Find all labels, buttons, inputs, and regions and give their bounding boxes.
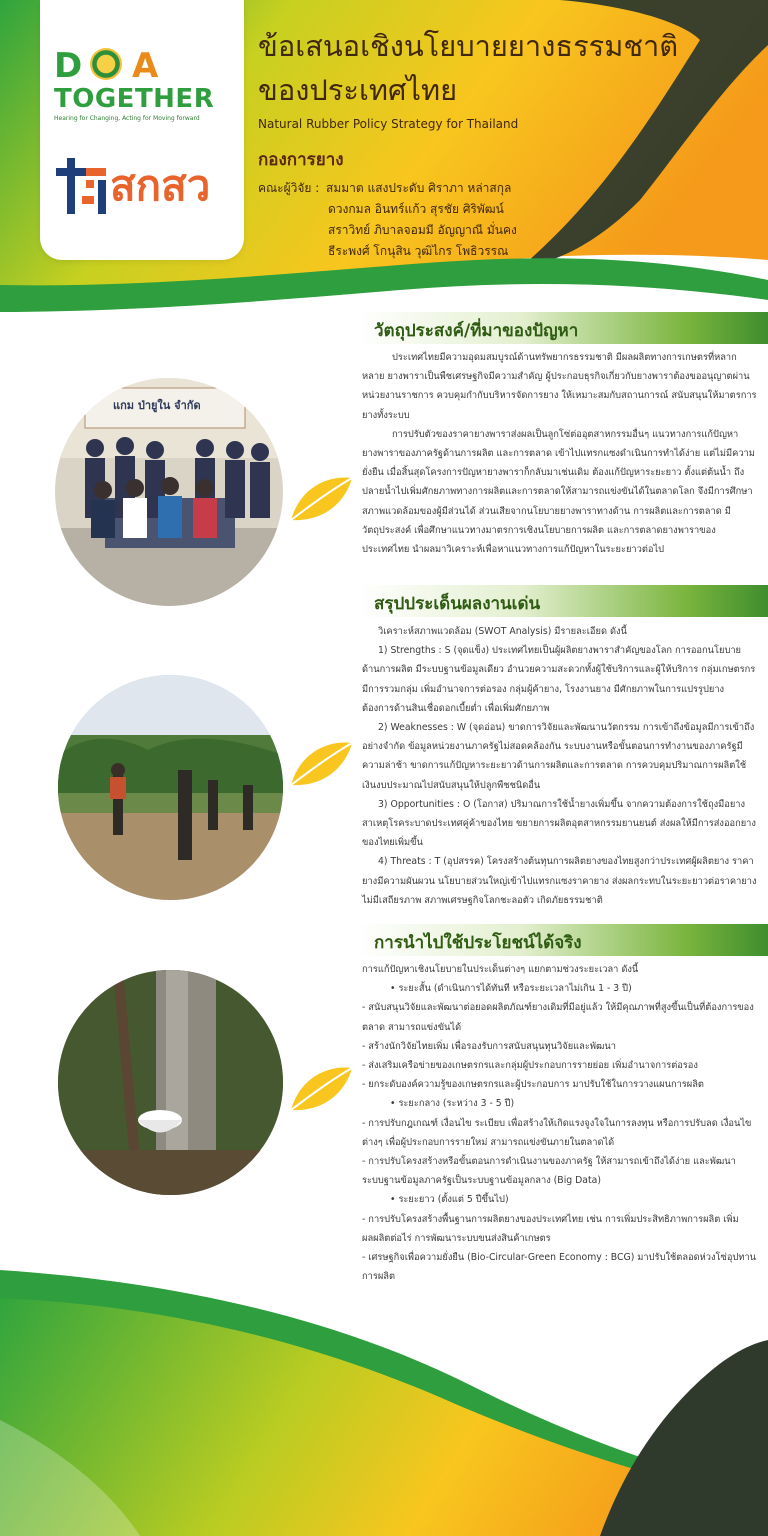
organization: กองการยาง xyxy=(258,150,344,170)
author-line: สมมาต แสงประดับ ศิราภา หล่าสกุล xyxy=(326,181,512,195)
list-item: - การปรับโครงสร้างพื้นฐานการผลิตยางของประเทศไทย เช่น การเพิ่มประสิทธิภาพการผลิต เพิ่มผลผลิตต่อไร่ การพัฒนาระบบขนส่งสินค้าเกษตร xyxy=(362,1213,739,1244)
section-title: วัตถุประสงค์/ที่มาของปัญหา xyxy=(374,321,579,341)
photo1-sign-text: แกม ป่ายูใน จำกัด xyxy=(113,399,201,412)
author-line: สราวิทย์ ภิบาลจอมมี อัญญาณี มั่นคง xyxy=(328,223,517,237)
section-body-objectives xyxy=(362,348,757,559)
author-line: ดวงกมล อินทร์แก้ว สุรชัย ศิริพัฒน์ xyxy=(328,202,504,216)
paragraph: การแก้ปัญหาเชิงนโยบายในประเด็นต่างๆ แยกตามช่วงระยะเวลา ดังนี้ xyxy=(362,964,639,975)
title-line-2: ของประเทศไทย xyxy=(258,73,458,107)
authors-label: คณะผู้วิจัย : xyxy=(258,181,320,195)
list-item: - สนับสนุนวิจัยและพัฒนาต่อยอดผลิตภัณฑ์ยางเดิมที่มีอยู่แล้ว ให้มีคุณภาพที่สูงขึ้นเป็นที่ต้องการของตลาด สามารถแข่งขันได้ xyxy=(362,1002,754,1033)
photo-rubber-plantation xyxy=(58,675,283,900)
list-item: - ส่งเสริมเครือข่ายของเกษตรกรและกลุ่มผู้ประกอบการรายย่อย เพิ่มอำนาจการต่อรอง xyxy=(362,1060,698,1072)
list-item: - ยกระดับองค์ความรู้ของเกษตรกรและผู้ประกอบการ มาปรับใช้ในการวางแผนการผลิต xyxy=(362,1079,704,1091)
subtitle-english: Natural Rubber Policy Strategy for Thailand xyxy=(258,117,519,131)
list-item: - การปรับกฎเกณฑ์ เงื่อนไข ระเบียบ เพื่อสร้างให้เกิดแรงจูงใจในการลงทุน หรือการปรับลด เงื่อนไขต่างๆ เพื่อผู้ประกอบการรายใหม่ สามารถแข่งขันภายในตลาดได้ xyxy=(362,1117,752,1148)
leaf-icon xyxy=(286,470,356,530)
section-heading-objectives xyxy=(358,312,768,344)
list-item: - สร้างนักวิจัยไทยเพิ่ม เพื่อรองรับการสนับสนุนทุนวิจัยและพัฒนา xyxy=(362,1040,616,1052)
swot-weaknesses: 2) Weaknesses : W (จุดอ่อน) ขาดการวิจัยและพัฒนานวัตกรรม การเข้าถึงข้อมูลมีการเข้าถึงอย่างจำกัด ข้อมูลหน่วยงานภาครัฐไม่สอดคล้องกัน ระบบงานหรือขั้นตอนการทำงานของภาครัฐมีความล่าช้า ขาดการแก้ปัญหาระยะยาวด้านการผลิตและการตลาด การควบคุมปริมาณการผลิตใช้เงินงบประมาณไปสนับสนุนให้ปลูกพืชชนิดอื่น xyxy=(362,722,755,791)
swot-strengths: 1) Strengths : S (จุดแข็ง) ประเทศไทยเป็นผู้ผลิตยางพาราสำคัญของโลก การออกนโยบายด้านการผลิต มีระบบฐานข้อมูลเดียว อำนวยความสะดวกทั้งผู้ใช้บริการและผู้ให้บริการ กลุ่มเกษตรกรมีการรวมกลุ่ม เพิ่มอำนาจการต่อรอง กลุ่มผู้ค้ายาง, โรงงานยาง มีศักยภาพในการแปรรูปยาง ต้องการด้านสินเชื่อดอกเบี้ยต่ำ เพื่อเพิ่มศักยภาพ xyxy=(362,645,756,714)
photo-latex-tapping xyxy=(58,970,283,1195)
sks-mark-icon xyxy=(56,158,108,214)
page-title xyxy=(258,24,678,112)
leaf-icon xyxy=(286,1060,356,1120)
term-title-long: • ระยะยาว (ตั้งแต่ 5 ปีขึ้นไป) xyxy=(390,1194,509,1206)
list-item: - เศรษฐกิจเพื่อความยั่งยืน (Bio-Circular-Green Economy : BCG) มาปรับใช้ตลอดห่วงโซ่อุปทานการผลิต xyxy=(362,1252,757,1283)
sks-logo xyxy=(56,158,226,218)
section-body-highlights xyxy=(362,622,757,910)
paragraph: วิเคราะห์สภาพแวดล้อม (SWOT Analysis) มีรายละเอียด ดังนี้ xyxy=(378,626,627,637)
section-title: สรุปประเด็นผลงานเด่น xyxy=(374,594,541,614)
paragraph: ประเทศไทยมีความอุดมสมบูรณ์ด้านทรัพยากรธรรมชาติ มีผลผลิตทางการเกษตรที่หลากหลาย ยางพาราเป็นพืชเศรษฐกิจมีความสำคัญ ผู้ประกอบธุรกิจเกี่ยวกับยางพาราต้องขออนุญาตผ่านหน่วยงานราชการ ควบคุมกำกับบริหารจัดการยาง ให้เหมาะสมกับสถานการณ์ สนับสนุนให้มาตรการยางทั้งระบบ xyxy=(362,352,757,421)
section-title: การนำไปใช้ประโยชน์ได้จริง xyxy=(374,933,582,953)
paragraph: การปรับตัวของราคายางพาราส่งผลเป็นลูกโซ่ต่ออุตสาหกรรมอื่นๆ แนวทางการแก้ปัญหายางพาราของภาครัฐด้านการผลิต และการตลาด เข้าไปแทรกแซงดำเนินการทำได้ง่าย แต่ไม่มีความยั่งยืน เมื่อสิ้นสุดโครงการปัญหายางพาราก็กลับมาเช่นเดิม ต้องแก้ปัญหาระยะยาว ตั้งแต่ต้นน้ำ ถึงปลายน้ำไปเพิ่มศักยภาพทางการผลิตและการตลาดให้สามารถแข่งขันได้ในตลาดโลก จึงมีการศึกษาสภาพแวดล้อมของผู้มีส่วนได้ ส่วนเสียจากนโยบายยางพาราทางด้าน การผลิตและการตลาด มีวัตถุประสงค์ เพื่อศึกษาแนวทางมาตรการเชิงนโยบายการผลิต และการตลาดยางพาราของประเทศไทย นำผลมาวิเคราะห์เพื่อหาแนวทางการแก้ปัญหาในระยะยาวต่อไป xyxy=(362,428,755,556)
logo-card xyxy=(40,0,244,260)
section-body-application xyxy=(362,960,757,1286)
sks-text: สกสว xyxy=(110,161,211,210)
doa-together-logo xyxy=(54,46,234,122)
doa-slogan: Hearing for Changing, Acting for Moving forward xyxy=(54,115,200,122)
doa-seal-icon xyxy=(90,48,122,80)
swot-threats: 4) Threats : T (อุปสรรค) โครงสร้างต้นทุนการผลิตยางของไทยสูงกว่าประเทศผู้ผลิตยาง ราคายางมีความผันผวน นโยบายส่วนใหญ่เข้าไปแทรกแซงราคายาง ส่งผลกระทบในระยะยาวต่อราคายางไม่มีเสถียรภาพ สภาพเศรษฐกิจโลกชะลอตัว เกิดภัยธรรมชาติ xyxy=(362,856,757,906)
section-heading-highlights xyxy=(358,585,768,617)
term-title-short: • ระยะสั้น (ดำเนินการได้ทันที หรือระยะเวลาไม่เกิน 1 - 3 ปี) xyxy=(390,983,632,995)
doa-letter-a: A xyxy=(132,46,161,86)
authors-block xyxy=(258,178,517,262)
doa-together-word: TOGETHER xyxy=(54,84,215,114)
title-line-1: ข้อเสนอเชิงนโยบายยางธรรมชาติ xyxy=(258,29,679,63)
doa-letter-d: D xyxy=(54,46,85,86)
leaf-icon xyxy=(286,735,356,795)
section-heading-application xyxy=(358,924,768,956)
swot-opportunities: 3) Opportunities : O (โอกาส) ปริมาณการใช้น้ำยางเพิ่มขึ้น จากความต้องการใช้ถุงมือยางสาเหตุโรคระบาดประเทศคู่ค้าของไทย ขยายการผลิตอุตสาหกรรมยานยนต์ ส่งผลให้มีการส่งออกยางของไทยเพิ่มขึ้น xyxy=(362,798,756,849)
term-title-mid: • ระยะกลาง (ระหว่าง 3 - 5 ปี) xyxy=(390,1098,515,1110)
photo-group-meeting xyxy=(55,378,283,606)
author-line: ธีระพงศ์ โกนุสิน วุฒิไกร โพธิวรรณ xyxy=(328,244,509,258)
list-item: - การปรับโครงสร้างหรือขั้นตอนการดำเนินงานของภาครัฐ ให้สามารถเข้าถึงได้ง่าย และพัฒนาระบบฐานข้อมูลภาครัฐเป็นระบบฐานข้อมูลกลาง (Big Data) xyxy=(362,1156,736,1187)
